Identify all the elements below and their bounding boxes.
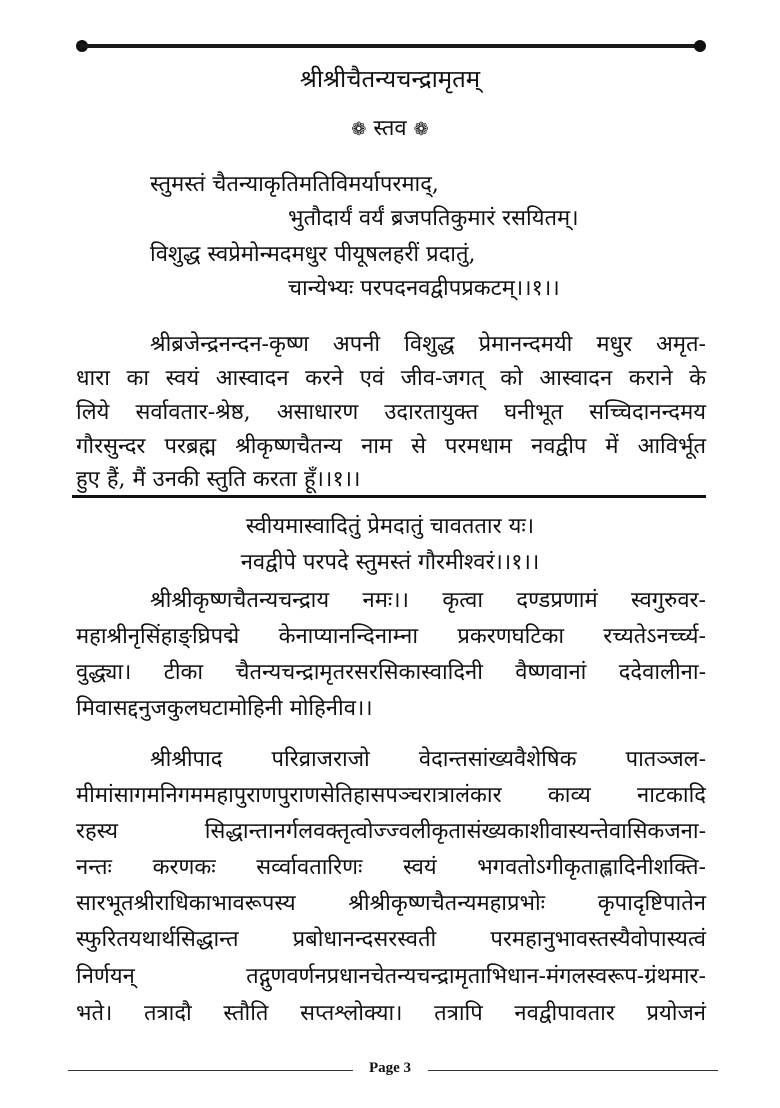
verse-line: विशुद्ध स्वप्रेमोन्मदमधुर पीयूषलहरीं प्रदातुं, — [150, 242, 476, 267]
translation-line: गौरसुन्दर परब्रह्म श्रीकृष्णचैतन्य नाम से परमधाम नवद्वीप में आविर्भूत — [76, 434, 706, 459]
rule-end-right — [694, 40, 706, 52]
commentary-line: भते। तत्रादौ स्तौति सप्तश्लोक्या। तत्रापि नवद्वीपावतार प्रयोजनं — [76, 1001, 706, 1026]
translation-line: लिये सर्वावतार-श्रेष्ठ, असाधारण उदारतायुक्त घनीभूत सच्चिदानन्दमय — [76, 400, 706, 425]
verse-line: भुतौदार्यं वर्यं ब्रजपतिकुमारं रसयितम्। — [288, 206, 579, 231]
commentary-line: श्रीश्रीपाद परिव्राजराजो वेदान्तसांख्यवैशेषिक पातञ्जल- — [150, 747, 706, 772]
commentary-line: मीमांसागमनिगममहापुराणपुराणसेतिहासपञ्चरात्रालंकार काव्य नाटकादि — [76, 783, 706, 808]
commentary-line: श्रीश्रीकृष्णचैतन्यचन्द्राय नमः।। कृत्वा दण्डप्रणामं स्वगुरुवर- — [150, 588, 706, 613]
translation-line: धारा का स्वयं आस्वादन करने एवं जीव-जगत् को आस्वादन कराने के — [76, 366, 706, 391]
page-title: श्रीश्रीचैतन्यचन्द्रामृतम् — [299, 65, 481, 93]
commentary-line: नन्तः करणकः सर्व्वावतारिणः स्वयं भगवतोऽगीकृताह्लादिनीशक्ति- — [76, 855, 706, 880]
commentary-line: वुद्ध्या। टीका चैतन्यचन्द्रामृतरसरसिकास्वादिनी वैष्णवानां ददेवालीना- — [76, 660, 706, 685]
commentary-line: निर्णयन् तद्गुणवर्णनप्रधानचेतन्यचन्द्रामृताभिधान-मंगलस्वरूप-ग्रंथमार- — [76, 964, 706, 989]
footer-rule-left — [68, 1070, 353, 1071]
verse-line: स्वीयमास्वादितुं प्रेमदातुं चावततार यः। — [245, 514, 535, 539]
page-number: Page 3 — [368, 1060, 412, 1076]
footer-rule-right — [428, 1070, 718, 1071]
section-heading — [0, 114, 780, 145]
commentary-line: सारभूतश्रीराधिकाभावरूपस्य श्रीश्रीकृष्णचैतन्यमहाप्रभोः कृपादृष्टिपातेन — [76, 891, 706, 916]
flower-icon: ❁ — [413, 119, 429, 140]
commentary-line: मिवासद्दनुजकुलघटामोहिनी मोहिनीव।। — [76, 696, 373, 721]
commentary-line: महाश्रीनृसिंहाङ्घ्रिपद्मे केनाप्यानन्दिनाम्ना प्रकरणघटिका रच्यतेऽनर्च्च्य- — [76, 624, 706, 649]
section-label: स्तव — [373, 116, 407, 141]
flower-icon: ❁ — [351, 119, 367, 140]
verse-line: स्तुमस्तं चैतन्याकृतिमतिविमर्यापरमाद्, — [150, 172, 439, 197]
commentary-line: स्फुरितयथार्थसिद्धान्त प्रबोधानन्दसरस्वती परमहानुभावस्तस्यैवोपास्यत्वं — [76, 927, 706, 952]
translation-line: हुए हैं, मैं उनकी स्तुति करता हूँ।।१।। — [76, 467, 361, 492]
section-divider — [72, 495, 706, 498]
top-ornamental-rule — [80, 44, 700, 48]
verse-line: नवद्वीपे परपदे स्तुमस्तं गौरमीश्वरं।।१।। — [240, 550, 540, 575]
verse-line: चान्येभ्यः परपदनवद्वीपप्रकटम्।।१।। — [288, 276, 560, 301]
commentary-line: रहस्य सिद्धान्तानर्गलवक्तृत्वोज्ज्वलीकृतासंख्यकाशीवास्यन्तेवासिकजना- — [76, 819, 706, 844]
translation-line: श्रीब्रजेन्द्रनन्दन-कृष्ण अपनी विशुद्ध प्रेमानन्दमयी मधुर अमृत- — [150, 332, 706, 357]
